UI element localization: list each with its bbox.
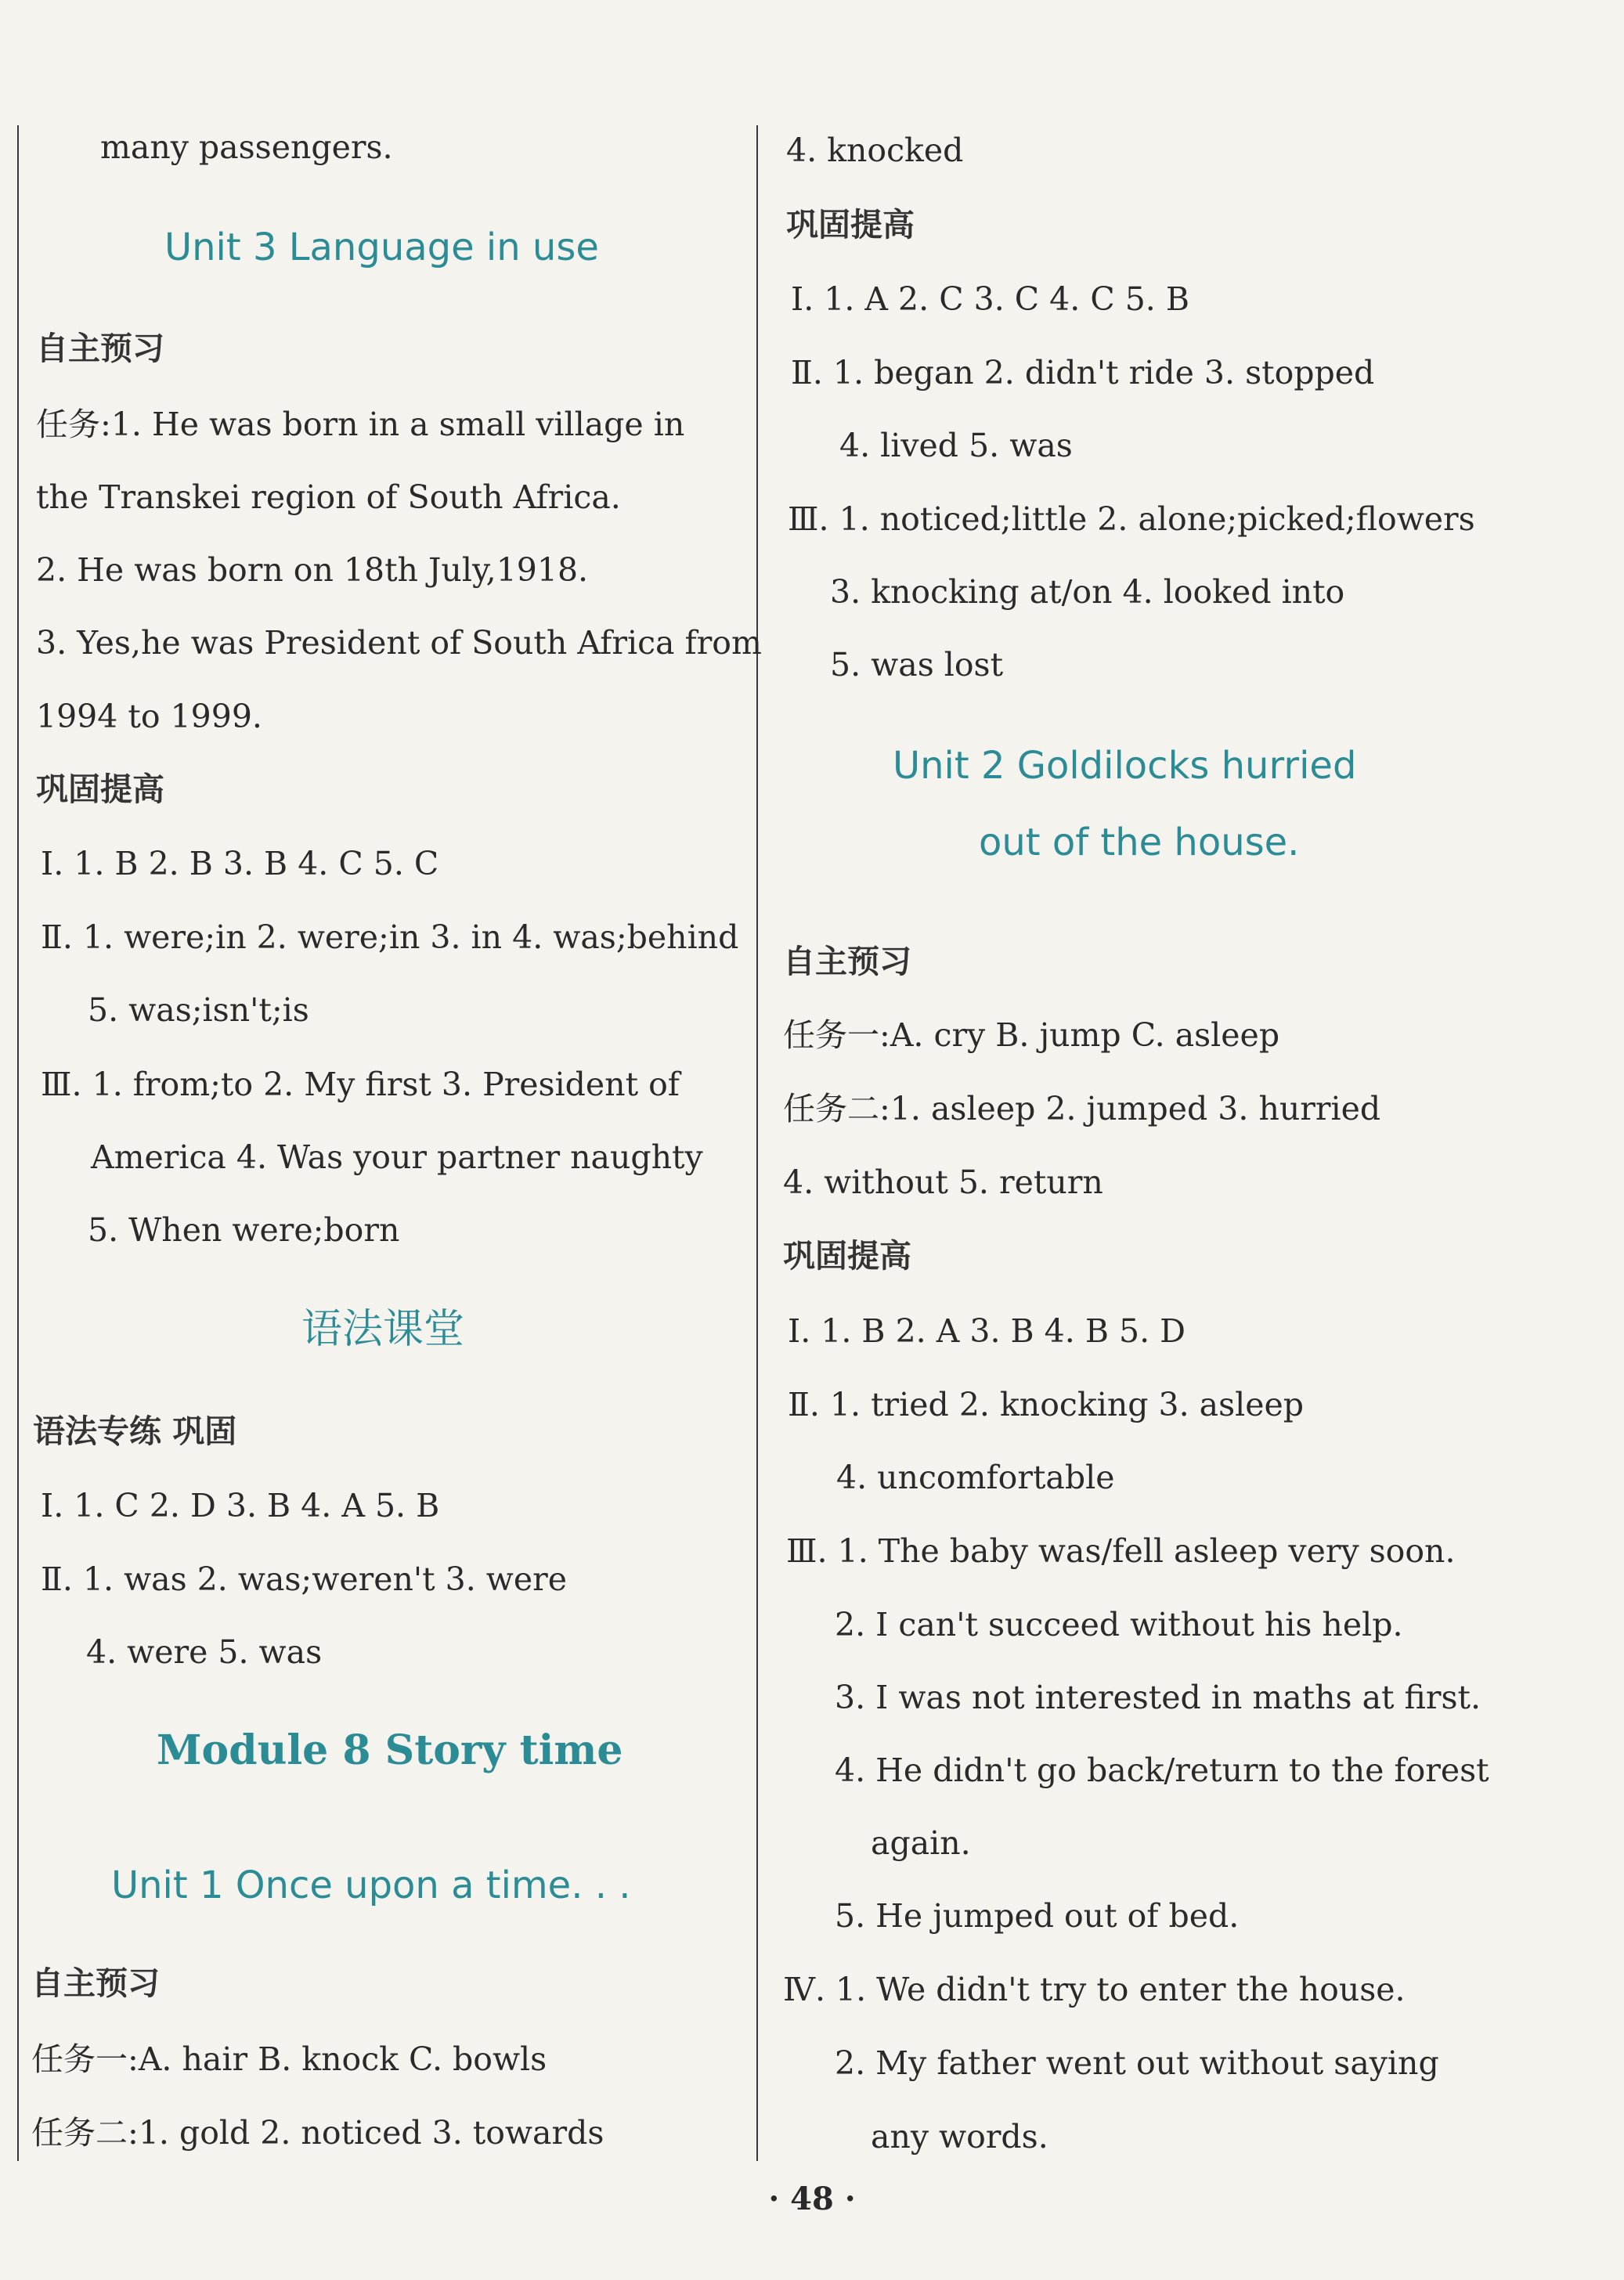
answer-line: many passengers. [100,128,393,166]
section-heading-consolidate: 巩固提高 [36,770,164,808]
unit3-title: Unit 3 Language in use [164,225,599,269]
section-heading-consolidate: 巩固提高 [786,206,915,244]
answer-line: 5. He jumped out of bed. [835,1897,1240,1935]
section-heading-preview: 自主预习 [783,943,911,980]
answer-line: Ⅰ. 1. B 2. A 3. B 4. B 5. D [788,1312,1186,1350]
unit2-title-line1: Unit 2 Goldilocks hurried [893,744,1357,788]
column-divider [756,125,758,2161]
grammar-class-title: 语法课堂 [301,1306,465,1353]
answer-line: 任务:1. He was born in a small village in [36,406,685,443]
answer-line: 5. was;isn't;is [88,991,309,1029]
answer-line: Ⅰ. 1. C 2. D 3. B 4. A 5. B [41,1487,440,1524]
answer-line: any words. [871,2118,1048,2156]
answer-line: the Transkei region of South Africa. [36,478,621,516]
answer-line: 4. knocked [786,132,964,169]
answer-line: 3. Yes,he was President of South Africa from [36,624,762,662]
answer-line: 任务一:A. cry B. jump C. asleep [783,1016,1280,1054]
answer-line: Ⅱ. 1. were;in 2. were;in 3. in 4. was;behind [41,918,739,956]
section-heading-preview: 自主预习 [31,1964,160,2002]
answer-line: 任务二:1. gold 2. noticed 3. towards [31,2114,604,2152]
answer-line: 3. knocking at/on 4. looked into [830,573,1345,611]
answer-line: Ⅱ. 1. tried 2. knocking 3. asleep [788,1386,1305,1423]
answer-line: 2. My father went out without saying [835,2044,1439,2082]
answer-line: Ⅱ. 1. was 2. was;weren't 3. were [41,1560,568,1598]
answer-line: 任务一:A. hair B. knock C. bowls [31,2040,547,2078]
answer-line: Ⅰ. 1. B 2. B 3. B 4. C 5. C [41,845,439,882]
page-number: · 48 · [768,2181,856,2217]
answer-line: 3. I was not interested in maths at first. [835,1679,1481,1716]
answer-line: 4. lived 5. was [839,427,1073,464]
left-margin-rule [17,125,19,2161]
section-heading-preview: 自主预习 [36,330,164,367]
answer-line: again. [871,1824,971,1862]
answer-line: Ⅲ. 1. from;to 2. My first 3. President of [41,1066,680,1103]
unit1-title: Unit 1 Once upon a time. . . [111,1863,631,1907]
answer-line: Ⅲ. 1. The baby was/fell asleep very soon. [786,1532,1456,1570]
answer-line: 5. When were;born [88,1211,400,1249]
unit2-title-line2: out of the house. [979,821,1300,864]
answer-line: America 4. Was your partner naughty [91,1138,703,1176]
answer-line: 4. He didn't go back/return to the forest [835,1751,1489,1789]
section-heading-grammar-practice: 语法专练 巩固 [33,1412,237,1450]
answer-line: Ⅱ. 1. began 2. didn't ride 3. stopped [791,354,1375,391]
section-heading-consolidate: 巩固提高 [783,1237,911,1275]
answer-line: 2. I can't succeed without his help. [835,1606,1403,1643]
answer-line: 4. without 5. return [783,1163,1103,1201]
module8-title: Module 8 Story time [157,1726,623,1774]
answer-line: Ⅰ. 1. A 2. C 3. C 4. C 5. B [791,280,1189,318]
answer-line: 2. He was born on 18th July,1918. [36,551,589,589]
answer-line: 1994 to 1999. [36,698,262,735]
answer-line: 4. were 5. was [86,1633,323,1671]
answer-line: Ⅲ. 1. noticed;little 2. alone;picked;flowers [788,500,1475,538]
answer-line: 任务二:1. asleep 2. jumped 3. hurried [783,1090,1381,1127]
answer-line: 5. was lost [830,646,1004,684]
answer-line: Ⅳ. 1. We didn't try to enter the house. [783,1971,1406,2008]
answer-line: 4. uncomfortable [836,1459,1115,1496]
